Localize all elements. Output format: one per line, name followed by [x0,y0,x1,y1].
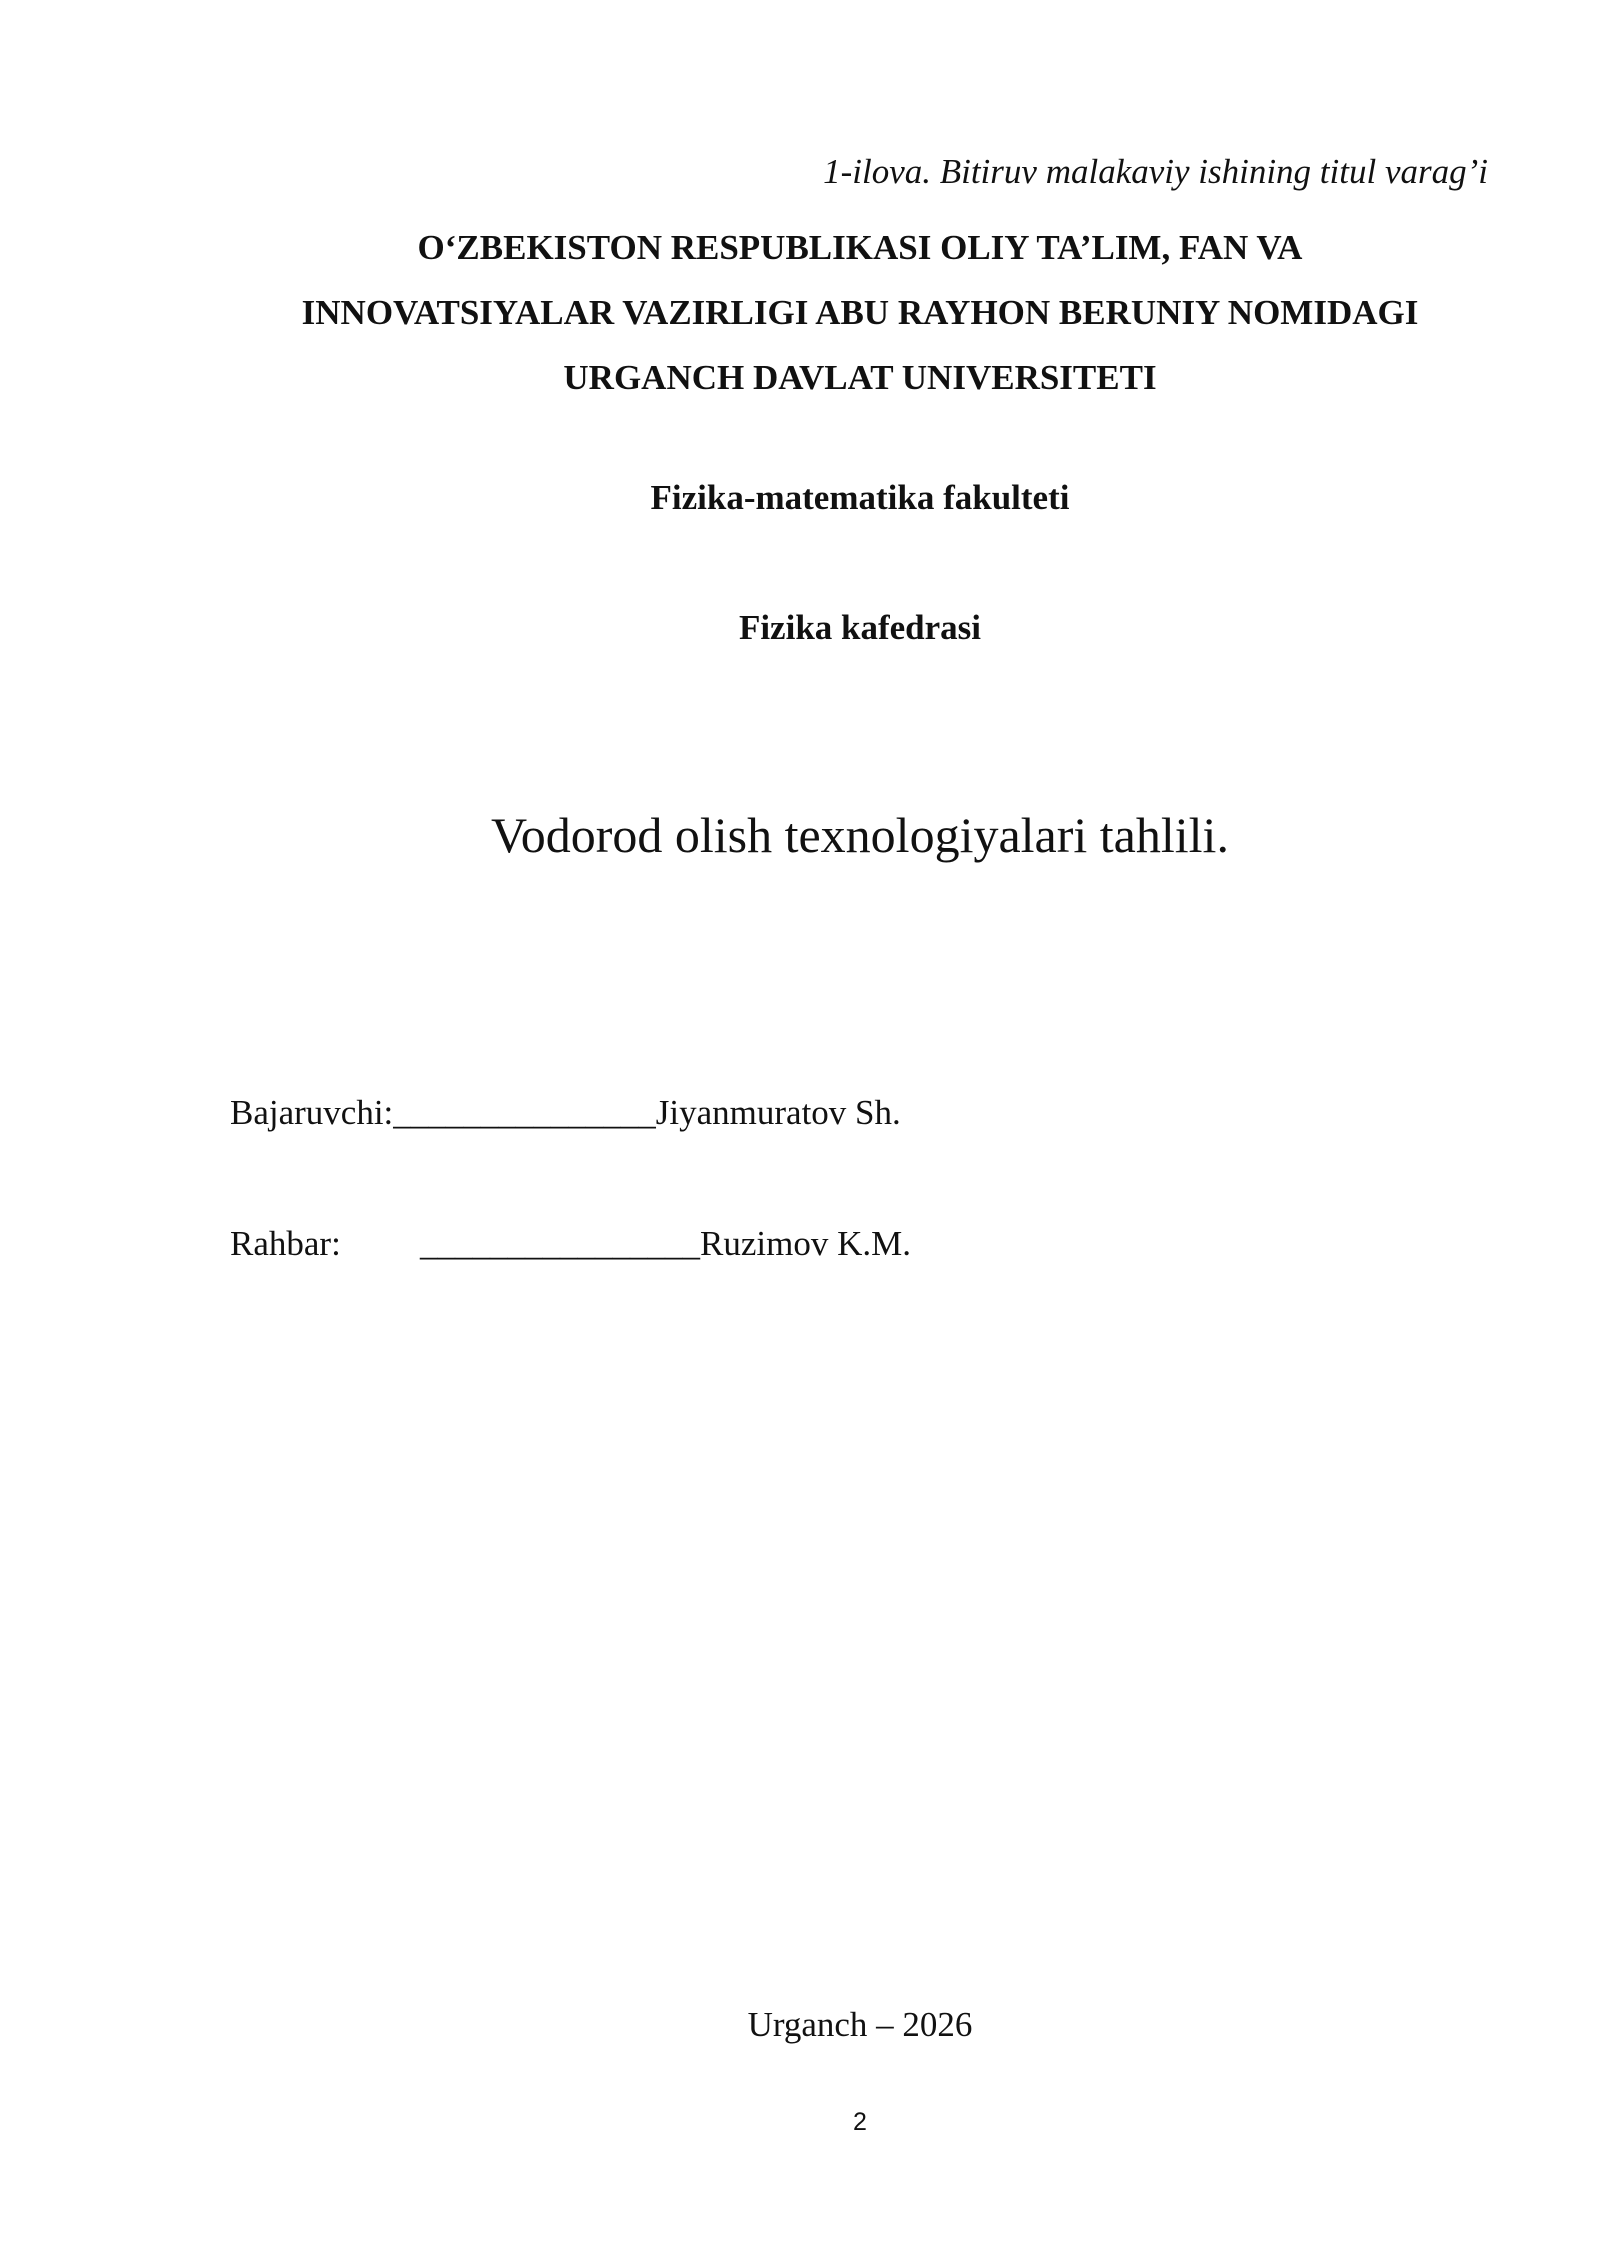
annex-note: 1-ilova. Bitiruv malakaviy ishining titul varag’i [823,152,1488,191]
executor-signature-line: _______________ [393,1093,656,1132]
university-header-line-1: O‘ZBEKISTON RESPUBLIKASI OLIY TA’LIM, FAN VA [417,228,1303,267]
university-header-line-2: INNOVATSIYALAR VAZIRLIGI ABU RAYHON BERUNIY NOMIDAGI [301,293,1419,332]
university-header [230,215,1490,410]
supervisor-label: Rahbar: [230,1224,341,1263]
executor-label: Bajaruvchi: [230,1093,394,1132]
executor-signature-row [230,1093,901,1133]
department-name: Fizika kafedrasi [738,608,982,647]
faculty-name: Fizika-matematika fakulteti [650,478,1070,517]
supervisor-signature-row [230,1224,911,1264]
university-header-line-3: URGANCH DAVLAT UNIVERSITETI [563,358,1157,397]
supervisor-name: Ruzimov K.M. [700,1224,911,1263]
city-year: Urganch – 2026 [747,2005,973,2044]
thesis-title: Vodorod olish texnologiyalari tahlili. [491,807,1229,863]
page-number: 2 [853,2108,867,2136]
executor-name: Jiyanmuratov Sh. [655,1093,901,1132]
supervisor-signature-line: ________________ [420,1224,700,1263]
